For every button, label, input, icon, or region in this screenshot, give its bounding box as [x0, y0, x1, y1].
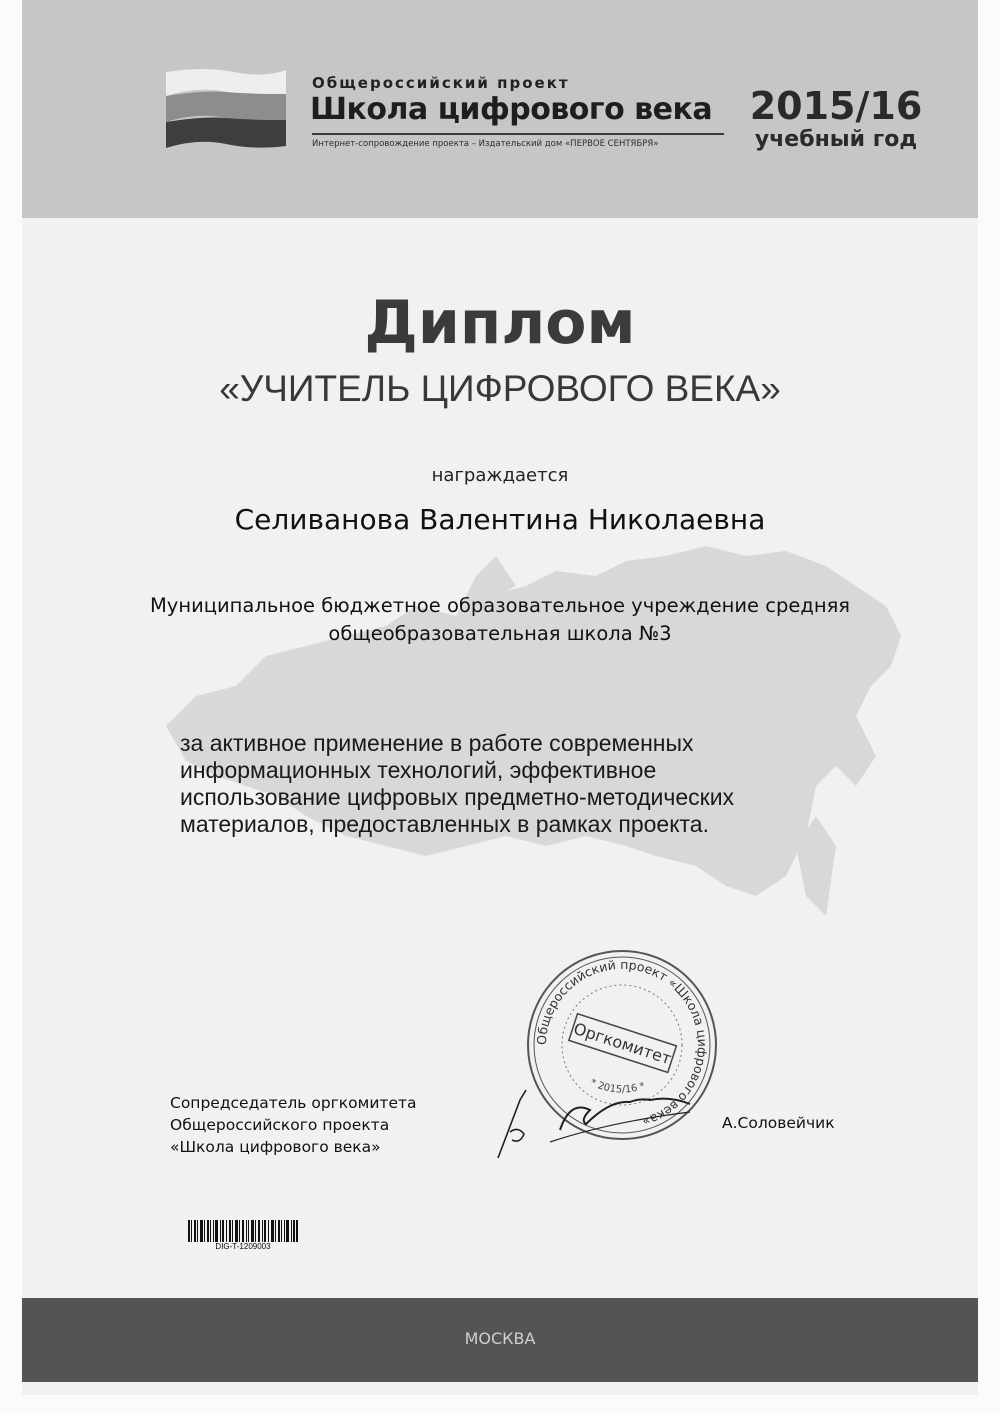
header-divider — [312, 133, 724, 135]
awarded-label: награждается — [431, 465, 569, 486]
stamp-ring-text: Общероссийский проект «Школа цифрового века» — [533, 956, 711, 1130]
handwritten-signature — [490, 1060, 710, 1170]
header-band — [22, 0, 978, 218]
footer-band — [22, 1298, 978, 1382]
award-reason: за активное применение в работе современных информационных технологий, эффективное использование цифровых предметно-методических материалов, предоставленных в рамках проекта. — [180, 730, 735, 837]
project-subtitle: Общероссийский проект — [312, 74, 570, 92]
project-title: Школа цифрового века — [310, 92, 713, 127]
barcode-code: DIG-T-1209003 — [215, 1242, 271, 1251]
stamp-center-text: Оргкомитет — [571, 1018, 674, 1069]
stamp-year-text: * 2015/16 * — [588, 1077, 647, 1096]
recipient-name: Селиванова Валентина Николаевна — [234, 503, 766, 536]
diploma-subtitle: «УЧИТЕЛЬ ЦИФРОВОГО ВЕКА» — [219, 368, 781, 409]
signer-position: Сопредседатель оргкомитета Общероссийского проекта «Школа цифрового века» — [170, 1094, 417, 1156]
signer-name: А.Соловейчик — [722, 1114, 835, 1132]
diploma-sheet — [22, 0, 978, 1395]
school-year-label: учебный год — [754, 127, 918, 152]
barcode — [188, 1220, 298, 1242]
school-year: 2015/16 — [749, 84, 923, 128]
project-note: Интернет-сопровождение проекта – Издательский дом «ПЕРВОЕ СЕНТЯБРЯ» — [312, 139, 659, 149]
russian-flag-icon — [164, 66, 288, 148]
organization-name: Муниципальное бюджетное образовательное учреждение средняя общеобразовательная школа №3 — [149, 594, 851, 645]
russia-map-background — [156, 516, 916, 936]
footer-city: МОСКВА — [464, 1329, 536, 1348]
diploma-title: Диплом — [364, 288, 636, 358]
